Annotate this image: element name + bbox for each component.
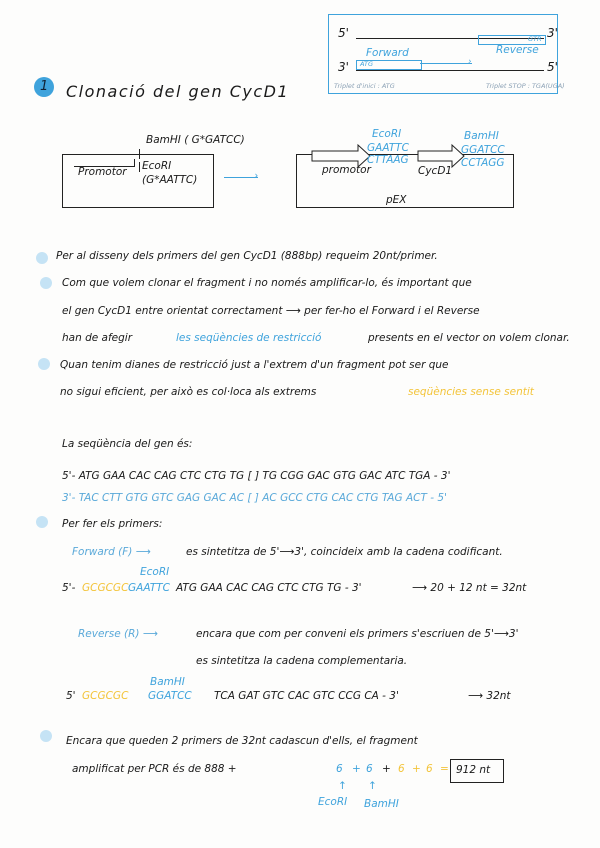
reverse-seq-yellow: GCGCGC [82, 690, 129, 702]
reverse-primer-desc-1: encara que com per conveni els primers s'escriuen de 5'⟶3' [196, 628, 519, 640]
bullet-3-line-2b: seqüències sense sentit [408, 386, 534, 398]
ecori-tick [139, 162, 140, 172]
result-value: 912 nt [456, 764, 491, 776]
bullet-2-line-3c: presents en el vector on volem clonar. [368, 332, 570, 344]
section-number: 1 [40, 79, 49, 94]
forward-arrow [420, 63, 472, 64]
sequence-bottom-strand: 3'- TAC CTT GTG GTC GAG GAC AC [ ] AC GCC CTG CAC CTG TAG ACT - 5' [62, 492, 447, 504]
gtr-label: GTR [528, 35, 542, 43]
start-note: Triplet d'inici : ATG [334, 82, 395, 90]
sequence-intro: La seqüència del gen és: [62, 438, 193, 450]
forward-primer-desc: es sintetitza de 5'⟶3', coincideix amb la cadena codificant. [186, 546, 503, 558]
reverse-primer-desc-2: es sintetitza la cadena complementaria. [196, 655, 408, 667]
bullet-3-line-2a: no sigui eficient, per això es col·loca als extrems [60, 386, 317, 398]
transfer-arrow [224, 177, 258, 178]
ecori-up-arrow: ↑ [338, 780, 347, 792]
bullet-2-line-3b: les seqüències de restricció [176, 332, 322, 344]
bullet-dot-2 [40, 277, 52, 289]
reverse-count: ⟶ 32nt [468, 690, 511, 702]
sequence-top-strand: 5'- ATG GAA CAC CAG CTC CTG TG [ ] TG CGG GAC GTG GAC ATC TGA - 3' [62, 470, 451, 482]
section-title: Clonació del gen CycD1 [66, 82, 290, 101]
vector-label: pEX [386, 194, 407, 206]
forward-seq-rest: ATG GAA CAC CAG CTC CTG TG - 3' [176, 582, 362, 594]
equals-sign: = [440, 763, 449, 775]
bullet-dot-4 [36, 516, 48, 528]
bullet-dot-5 [40, 730, 52, 742]
bottom-strand-line [356, 70, 544, 71]
forward-seq-yellow: GCGCGC [82, 582, 129, 594]
plus-2: + [382, 763, 391, 775]
bottom-ecori-label: EcoRI [318, 796, 348, 808]
right-bamhi-seq1: GGATCC [461, 144, 505, 156]
bullet-2-line-2: el gen CycD1 entre orientat correctament ⟶ per fer-ho el Forward i el Reverse [62, 305, 480, 317]
ecori-label: EcoRI [142, 160, 172, 172]
reverse-label: Reverse [496, 44, 539, 56]
bottom-bamhi-label: BamHI [364, 798, 399, 810]
bullet-5-line-1: Encara que queden 2 primers de 32nt cadascun d'ells, el fragment [66, 735, 418, 747]
forward-primer-label: Forward (F) ⟶ [72, 546, 151, 558]
bullet-2-line-3a: han de afegir [62, 332, 133, 344]
reverse-primer-label: Reverse (R) ⟶ [78, 628, 158, 640]
promoter-arrow-stem [134, 159, 135, 167]
bullet-2-line-1: Com que volem clonar el fragment i no només amplificar-lo, és important que [62, 277, 472, 289]
three-prime-top: 3' [547, 26, 558, 40]
bullet-3-line-1: Quan tenim dianes de restricció just a l'extrem d'un fragment pot ser que [60, 359, 449, 371]
forward-arrow-head: › [468, 57, 472, 67]
plus-1: + [352, 763, 361, 775]
bullet-1-text: Per al disseny dels primers del gen CycD1 (888bp) requeim 20nt/primer. [56, 250, 438, 262]
bamhi-up-arrow: ↑ [368, 780, 377, 792]
bullet-4-text: Per fer els primers: [62, 518, 163, 530]
right-ecori-seq1: GAATTC [367, 142, 409, 154]
five-prime-bottom: 5' [547, 60, 558, 74]
forward-seq-prefix: 5'- [62, 582, 76, 594]
bamhi-top-label: BamHI ( G*GATCC) [146, 134, 245, 146]
bamhi-six-2: 6 [366, 763, 373, 775]
promotor-right-label: promotor [322, 164, 371, 176]
right-bamhi-name: BamHI [464, 130, 499, 142]
three-prime-bottom: 3' [338, 60, 349, 74]
reverse-seq-rest: TCA GAT GTC CAC GTC CCG CA - 3' [214, 690, 399, 702]
bullet-5-line-2: amplificat per PCR és de 888 + [72, 763, 237, 775]
yellow-six-4: 6 [426, 763, 433, 775]
atg-label: ATG [360, 60, 373, 68]
transfer-arrow-head: › [254, 170, 259, 182]
forward-seq-blue: GAATTC [128, 582, 170, 594]
right-bamhi-seq2: CCTAGG [461, 157, 505, 169]
cycd1-label: CycD1 [418, 165, 453, 177]
forward-label: Forward [366, 47, 409, 59]
bamhi-tick [139, 149, 140, 159]
right-ecori-name: EcoRI [372, 128, 402, 140]
forward-ecori-tag: EcoRI [140, 566, 170, 578]
reverse-seq-prefix: 5' [66, 690, 76, 702]
five-prime-top: 5' [338, 26, 349, 40]
reverse-bamhi-tag: BamHI [150, 676, 185, 688]
reverse-seq-blue: GGATCC [148, 690, 192, 702]
plus-3: + [412, 763, 421, 775]
bamhi-block-arrow [418, 145, 464, 167]
promoter-label: Promotor [78, 166, 127, 178]
stop-note: Triplet STOP : TGA(UGA) [486, 82, 565, 90]
bullet-dot-3 [38, 358, 50, 370]
ecori-six-1: 6 [336, 763, 343, 775]
forward-count: ⟶ 20 + 12 nt = 32nt [412, 582, 527, 594]
ecori-site: (G*AATTC) [142, 174, 198, 186]
yellow-six-3: 6 [398, 763, 405, 775]
right-ecori-seq2: CTTAAG [367, 154, 409, 166]
bullet-dot-1 [36, 252, 48, 264]
